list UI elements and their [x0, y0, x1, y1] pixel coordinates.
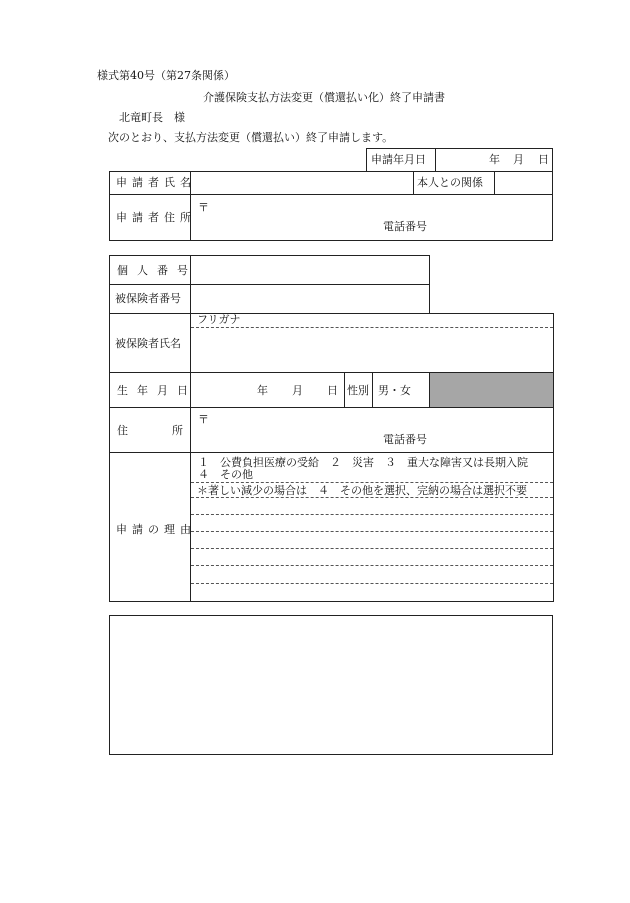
insured-postal-mark: 〒	[198, 413, 209, 426]
sex-label: 性別	[347, 384, 369, 397]
addressee: 北竜町長 様	[119, 111, 185, 124]
applicant-name-field[interactable]	[192, 173, 411, 192]
applicant-address-label: 申請者住所	[116, 211, 196, 224]
personal-number-label: 個人番号	[117, 264, 197, 277]
reason-options-line2[interactable]: ４ その他	[198, 468, 253, 481]
reason-note: ＊著しい減少の場合は ４ その他を選択、完納の場合は選択不要	[197, 484, 527, 497]
application-date-year-label: 年	[489, 153, 500, 166]
applicant-phone-label: 電話番号	[383, 220, 427, 233]
birth-month-label: 月	[292, 384, 303, 397]
insured-name-label: 被保険者氏名	[115, 337, 181, 350]
application-date-day-field[interactable]	[524, 150, 536, 170]
personal-number-field[interactable]	[192, 257, 427, 282]
form-title: 介護保険支払方法変更（償還払い化）終了申請書	[203, 91, 445, 104]
applicant-name-label: 申請者氏名	[116, 176, 196, 189]
applicant-address-field[interactable]	[192, 196, 551, 239]
relation-label: 本人との関係	[417, 176, 483, 189]
insured-number-field[interactable]	[192, 286, 427, 311]
application-date-year-field[interactable]	[437, 150, 485, 170]
office-use-box	[109, 615, 553, 755]
applicant-postal-mark: 〒	[198, 201, 209, 214]
application-date-month-label: 月	[513, 153, 524, 166]
insured-number-label: 被保険者番号	[115, 292, 181, 305]
furigana-label: フリガナ	[197, 313, 241, 326]
birth-date-label: 生年月日	[117, 384, 197, 397]
reason-detail-field[interactable]	[192, 499, 551, 600]
shaded-cell	[430, 373, 553, 407]
birth-date-field[interactable]	[192, 374, 342, 405]
insured-name-field[interactable]	[192, 329, 551, 371]
insured-address-field[interactable]	[192, 409, 551, 450]
insured-address-label: 住 所	[117, 424, 183, 437]
sex-options[interactable]: 男・女	[378, 384, 411, 397]
application-date-label: 申請年月日	[371, 153, 426, 166]
relation-field[interactable]	[496, 173, 551, 192]
application-date-day-label: 日	[538, 153, 549, 166]
birth-year-label: 年	[257, 384, 268, 397]
furigana-field[interactable]	[240, 314, 551, 326]
intro-text: 次のとおり、支払方法変更（償還払い）終了申請します。	[108, 131, 394, 144]
form-number: 様式第40号（第27条関係）	[97, 69, 235, 82]
reason-options-line1[interactable]: １ 公費負担医療の受給 ２ 災害 ３ 重大な障害又は長期入院	[198, 456, 528, 469]
birth-day-label: 日	[327, 384, 338, 397]
application-date-month-field[interactable]	[499, 150, 511, 170]
reason-label: 申請の理由	[116, 523, 196, 536]
insured-phone-label: 電話番号	[383, 433, 427, 446]
